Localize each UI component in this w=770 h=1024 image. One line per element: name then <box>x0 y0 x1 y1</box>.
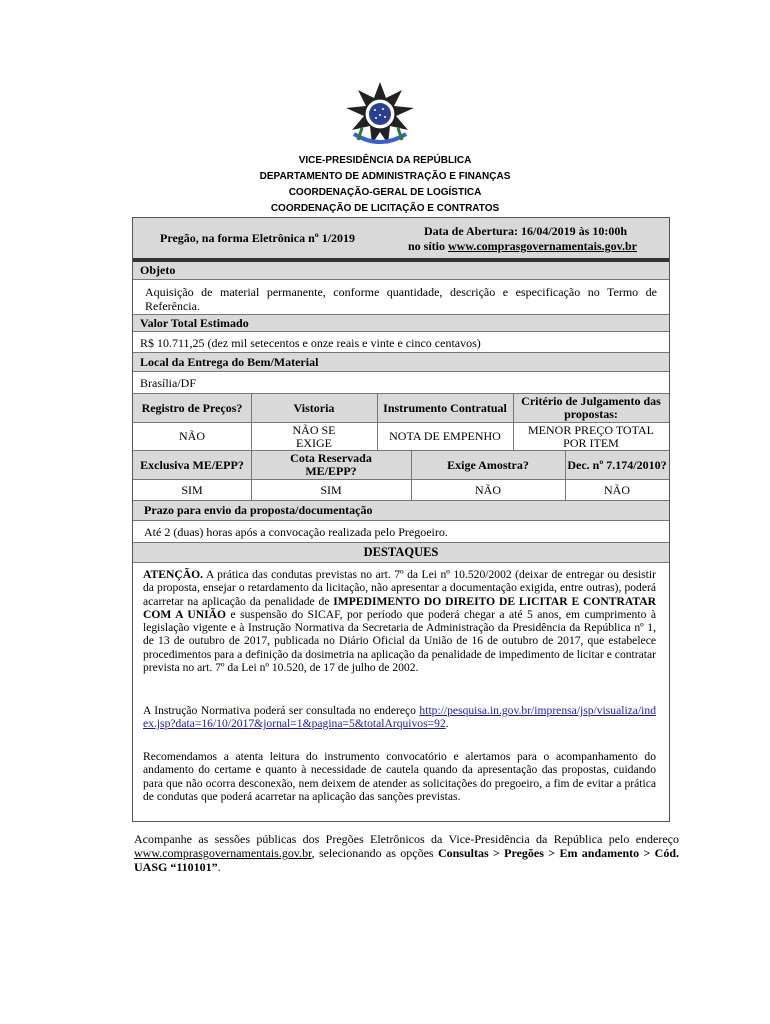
decreto-header: Dec. nº 7.174/2010? <box>567 457 667 472</box>
header-line-vice-presidencia: VICE-PRESIDÊNCIA DA REPÚBLICA <box>298 155 472 166</box>
local-text: Brasília/DF <box>140 376 196 390</box>
criterio-header: Critério de Julgamento das propostas: <box>521 394 661 421</box>
exige-amostra-value: NÃO <box>475 482 501 497</box>
pregao-title: Pregão, na forma Eletrônica nº 1/2019 <box>160 231 356 245</box>
local-label: Local da Entrega do Bem/Material <box>140 355 319 369</box>
instrucao-paragraph: A Instrução Normativa poderá ser consultada no endereço http://pesquisa.in.gov.br/imprensa/jsp/visualiza/index.jsp?data=16/10/2017&jornal=1&pagina=5&totalArquivos=92. <box>143 704 656 731</box>
criterio-value: MENOR PREÇO TOTAL POR ITEM <box>528 422 654 450</box>
comprasnet-link[interactable]: www.comprasgovernamentais.gov.br <box>448 239 638 253</box>
decreto-value: NÃO <box>604 482 630 497</box>
exclusiva-value: SIM <box>181 482 203 497</box>
coat-of-arms-seal <box>344 82 416 150</box>
registro-precos-value: NÃO <box>179 429 205 443</box>
instrumento-header: Instrumento Contratual <box>383 400 507 415</box>
exclusiva-header: Exclusiva ME/EPP? <box>140 457 244 472</box>
prazo-text: Até 2 (duas) horas após a convocação realizada pelo Pregoeiro. <box>144 525 448 539</box>
instrucao-normativa-link[interactable]: http://pesquisa.in.gov.br/imprensa/jsp/visualiza/index.jsp?data=16/10/2017&jornal=1&pagina=5&totalArquivos=92 <box>143 704 656 731</box>
destaques-heading: DESTAQUES <box>363 545 439 559</box>
prazo-label: Prazo para envio da proposta/documentação <box>144 503 373 517</box>
instrumento-value: NOTA DE EMPENHO <box>389 429 501 443</box>
objeto-label: Objeto <box>140 263 176 277</box>
vistoria-header: Vistoria <box>293 400 335 415</box>
header-line-coordenacao-licitacao: COORDENAÇÃO DE LICITAÇÃO E CONTRATOS <box>270 203 500 214</box>
footer-paragraph: Acompanhe as sessões públicas dos Pregões Eletrônicos da Vice-Presidência da República pelo endereço www.comprasgovernamentais.gov.br, selecionando as opções Consultas > Pregões > Em andamento > Cód. UASG “110101”. <box>134 832 679 874</box>
valor-text: R$ 10.711,25 (dez mil setecentos e onze reais e vinte e cinco centavos) <box>140 336 481 350</box>
abertura-date: Data de Abertura: 16/04/2019 às 10:00h <box>424 224 627 238</box>
header-line-coordenacao-geral: COORDENAÇÃO-GERAL DE LOGÍSTICA <box>288 187 482 198</box>
atencao-paragraph: ATENÇÃO. A prática das condutas previstas no art. 7º da Lei nº 10.520/2002 (deixar de entregar ou desistir da proposta, ensejar o retardamento da licitação, não apresentar a documentação exigida, entre outras), poderá acarretar na aplicação da penalidade de IMPEDIMENTO DO DIREITO DE LICITAR E CONTRATAR COM A UNIÃO e suspensão do SICAF, por período que poderá chegar a até 5 anos, em cumprimento à legislação vigente e à Instrução Normativa da Secretaria de Administração da Presidência da República nº 1, de 13 de outubro de 2017, publicada no Diário Oficial da União de 16 de outubro de 2017, que estabelece procedimentos para a definição da dosimetria na aplicação da penalidade de impedimento de licitar e contratar prevista no art. 7º da Lei nº 10.520, de 17 de julho de 2002. <box>143 568 657 675</box>
objeto-text: Aquisição de material permanente, conforme quantidade, descrição e especificação no Termo de Referência. <box>145 285 657 313</box>
exige-amostra-header: Exige Amostra? <box>447 457 529 472</box>
abertura-site: no sítio www.comprasgovernamentais.gov.br <box>408 239 638 253</box>
header-line-departamento: DEPARTAMENTO DE ADMINISTRAÇÃO E FINANÇAS <box>259 171 511 182</box>
registro-precos-header: Registro de Preços? <box>141 400 243 415</box>
footer-comprasnet-link[interactable]: www.comprasgovernamentais.gov.br <box>134 846 312 860</box>
valor-label: Valor Total Estimado <box>140 316 249 330</box>
cota-reservada-value: SIM <box>320 482 342 497</box>
cota-reservada-header: Cota Reservada ME/EPP? <box>290 451 372 478</box>
recomendamos-paragraph: Recomendamos a atenta leitura do instrumento convocatório e alertamos para o acompanhamento do andamento do certame e quanto à necessidade de cautela quando da apresentação das propostas, cuidando para que não ocorra desconexão, nem deixem de atender as solicitações do pregoeiro, a fim de evitar a prática de condutas que poderá acarretar na aplicação das sanções previstas. <box>143 750 656 803</box>
vistoria-value: NÃO SE EXIGE <box>292 422 336 450</box>
